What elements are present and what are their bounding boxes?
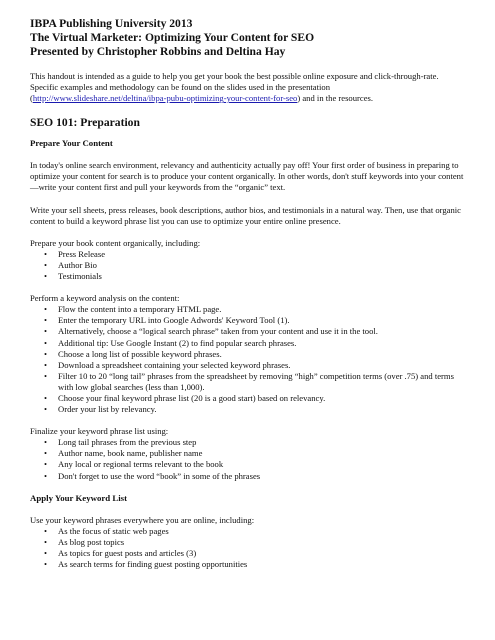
list-item: • As blog post topics [44, 536, 125, 547]
list-item: • As the focus of static web pages [44, 525, 169, 536]
bullet-icon: • [44, 559, 48, 569]
list-item: • Additional tip: Use Google Instant (2) to find popular search phrases. [44, 337, 297, 348]
keyword-analysis-list [30, 304, 465, 415]
content-types-list [30, 249, 465, 282]
bullet-icon: • [44, 248, 48, 259]
list-item: • Author Bio [44, 259, 97, 270]
list1-intro: Prepare your book content organically, including: [30, 237, 201, 248]
bullet-icon: • [44, 326, 48, 337]
list-item: • Don't forget to use the word “book” in some of the phrases [44, 470, 261, 481]
list-item: • Filter 10 to 20 “long tail” phrases from the spreadsheet by removing “high” competition terms (over .75) and terms with low global searches (less than 1,000). [44, 370, 454, 392]
presenters-line: Presented by Christopher Robbins and Deltina Hay [30, 45, 286, 58]
list-item: • Author name, book name, publisher name [44, 448, 203, 459]
list-item: • Long tail phrases from the previous step [44, 437, 197, 448]
list-item: • Press Release [44, 248, 106, 259]
bullet-icon: • [44, 392, 48, 403]
event-title: IBPA Publishing University 2013 [30, 17, 193, 30]
session-title: The Virtual Marketer: Optimizing Your Content for SEO [30, 31, 315, 44]
bullet-icon: • [44, 370, 48, 381]
intro-text-after-link: ) and in the resources. [297, 93, 374, 104]
list-item: • Alternatively, choose a “logical search phrase” taken from your content and use it in the tool. [44, 326, 378, 337]
list-item: • As topics for guest posts and articles (3) [44, 547, 197, 558]
prepare-heading: Prepare Your Content [30, 138, 113, 149]
list-item: • Enter the temporary URL into Google Adwords' Keyword Tool (1). [44, 315, 290, 326]
bullet-icon: • [44, 359, 48, 370]
list2-intro: Perform a keyword analysis on the content: [30, 293, 180, 304]
bullet-icon: • [44, 437, 48, 448]
apply-list [30, 526, 465, 570]
intro-text-before-link: This handout is intended as a guide to help you get your book the best possible online exposure and click-through-rate. Specific examples and methodology can be found on the slides used in the presentation ( [30, 71, 439, 104]
list-item: • Testimonials [44, 271, 102, 282]
apply-heading: Apply Your Keyword List [30, 492, 128, 503]
bullet-icon: • [44, 536, 48, 547]
bullet-icon: • [44, 547, 48, 558]
bullet-icon: • [44, 337, 48, 348]
list-item: • Download a spreadsheet containing your selected keyword phrases. [44, 359, 291, 370]
finalize-list [30, 437, 465, 481]
list3-intro: Finalize your keyword phrase list using: [30, 426, 169, 437]
bullet-icon: • [44, 470, 48, 481]
bullet-icon: • [44, 448, 48, 459]
prepare-paragraph-1: In today's online search environment, relevancy and authenticity actually pay off! Your first order of business in preparing to optimize your content for search is to produce your content organically. In other words, don't stuff keywords into your content—write your content first and pull your keywords from the “organic” text. [30, 160, 464, 193]
list-item: • Flow the content into a temporary HTML page. [44, 304, 222, 315]
list-item: • Choose your final keyword phrase list (20 is a good start) based on relevancy. [44, 392, 326, 403]
bullet-icon: • [44, 271, 48, 282]
slideshare-link[interactable]: http://www.slideshare.net/deltina/ibpa-pubu-optimizing-your-content-for-seo [32, 93, 298, 104]
bullet-icon: • [44, 304, 48, 315]
apply-list-intro: Use your keyword phrases everywhere you are online, including: [30, 514, 255, 525]
list-item: • Any local or regional terms relevant to the book [44, 459, 224, 470]
bullet-icon: • [44, 404, 48, 415]
document-header [30, 17, 465, 59]
bullet-icon: • [44, 348, 48, 359]
prepare-paragraph-2: Write your sell sheets, press releases, book descriptions, author bios, and testimonials in a natural way. Then, use that organic content to build a keyword phrase list you can use to optimize your entire online presence. [30, 204, 461, 226]
bullet-icon: • [44, 259, 48, 270]
bullet-icon: • [44, 525, 48, 536]
list-item: • Order your list by relevancy. [44, 404, 157, 415]
list-item: • As search terms for finding guest posting opportunities [44, 559, 248, 569]
intro-paragraph [30, 71, 465, 104]
bullet-icon: • [44, 315, 48, 326]
bullet-icon: • [44, 459, 48, 470]
section-title: SEO 101: Preparation [30, 116, 140, 130]
list-item: • Choose a long list of possible keyword phrases. [44, 348, 222, 359]
